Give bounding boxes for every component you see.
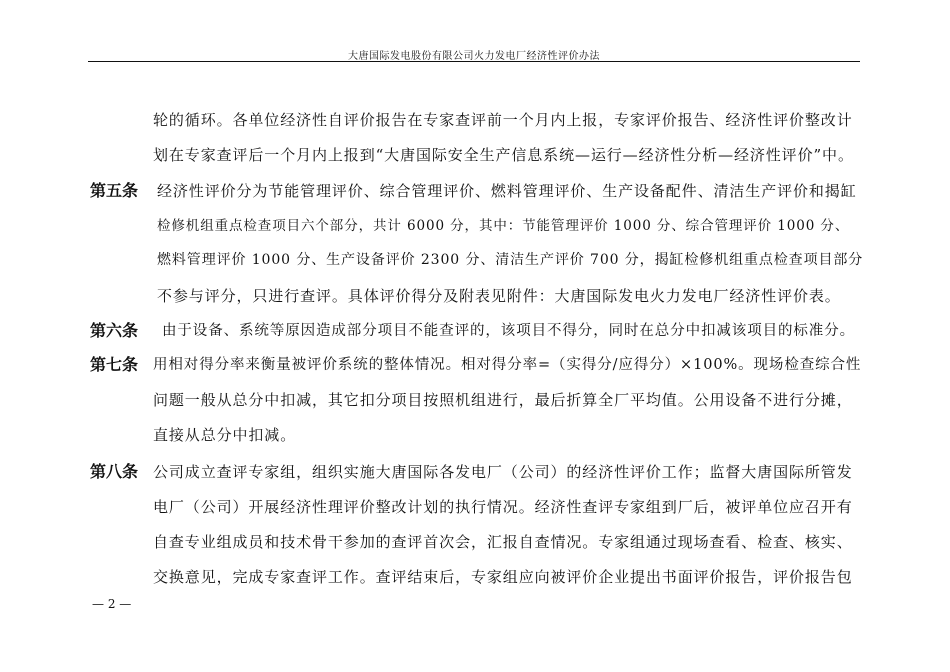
text-line: 不参与评分，只进行查评。具体评价得分及附表见附件：大唐国际发电火力发电厂经济性评价表。 [157, 287, 841, 305]
text-line: 由于设备、系统等原因造成部分项目不能查评的，该项目不得分，同时在总分中扣减该项目的标准分。 [162, 323, 855, 339]
article-label-5: 第五条 [90, 181, 139, 200]
header-rule [88, 61, 860, 62]
text-line: 直接从总分中扣减。 [153, 426, 297, 444]
text-line: 用相对得分率来衡量被评价系统的整体情况。相对得分率=（实得分/应得分）×100%。现场检查综合性 [153, 357, 862, 373]
article-label-8: 第八条 [90, 462, 139, 481]
text-line: 交换意见，完成专家查评工作。查评结束后，专家组应向被评价企业提出书面评价报告，评价报告包 [153, 568, 853, 586]
text-line: 电厂（公司）开展经济性理评价整改计划的执行情况。经济性查评专家组到厂后，被评单位应召开有 [153, 498, 853, 516]
text-line: 燃料管理评价 1000 分、生产设备评价 2300 分、清洁生产评价 700 分，揭缸检修机组重点检查项目部分 [157, 252, 864, 268]
text-line: 问题一般从总分中扣减，其它扣分项目按照机组进行，最后折算全厂平均值。公用设备不进行分摊， [153, 391, 853, 409]
article-label-7: 第七条 [90, 355, 139, 374]
text-line: 自查专业组成员和技术骨干参加的查评首次会，汇报自查情况。专家组通过现场查看、检查、核实、 [153, 533, 853, 551]
text-line: 检修机组重点检查项目六个部分，共计 6000 分，其中：节能管理评价 1000 分、综合管理评价 1000 分、 [157, 218, 850, 234]
text-line: 轮的循环。各单位经济性自评价报告在专家查评前一个月内上报，专家评价报告、经济性评价整改计 [153, 111, 853, 129]
text-line: 经济性评价分为节能管理评价、综合管理评价、燃料管理评价、生产设备配件、清洁生产评价和揭缸 [157, 182, 857, 200]
article-label-6: 第六条 [90, 321, 139, 340]
page-number: — 2 — [92, 597, 132, 611]
text-line: 划在专家查评后一个月内上报到“大唐国际安全生产信息系统—运行—经济性分析—经济性评价”中。 [153, 146, 854, 164]
page-header-title: 大唐国际发电股份有限公司火力发电厂经济性评价办法 [348, 51, 600, 62]
text-line: 公司成立查评专家组，组织实施大唐国际各发电厂（公司）的经济性评价工作；监督大唐国际所管发 [153, 463, 853, 481]
